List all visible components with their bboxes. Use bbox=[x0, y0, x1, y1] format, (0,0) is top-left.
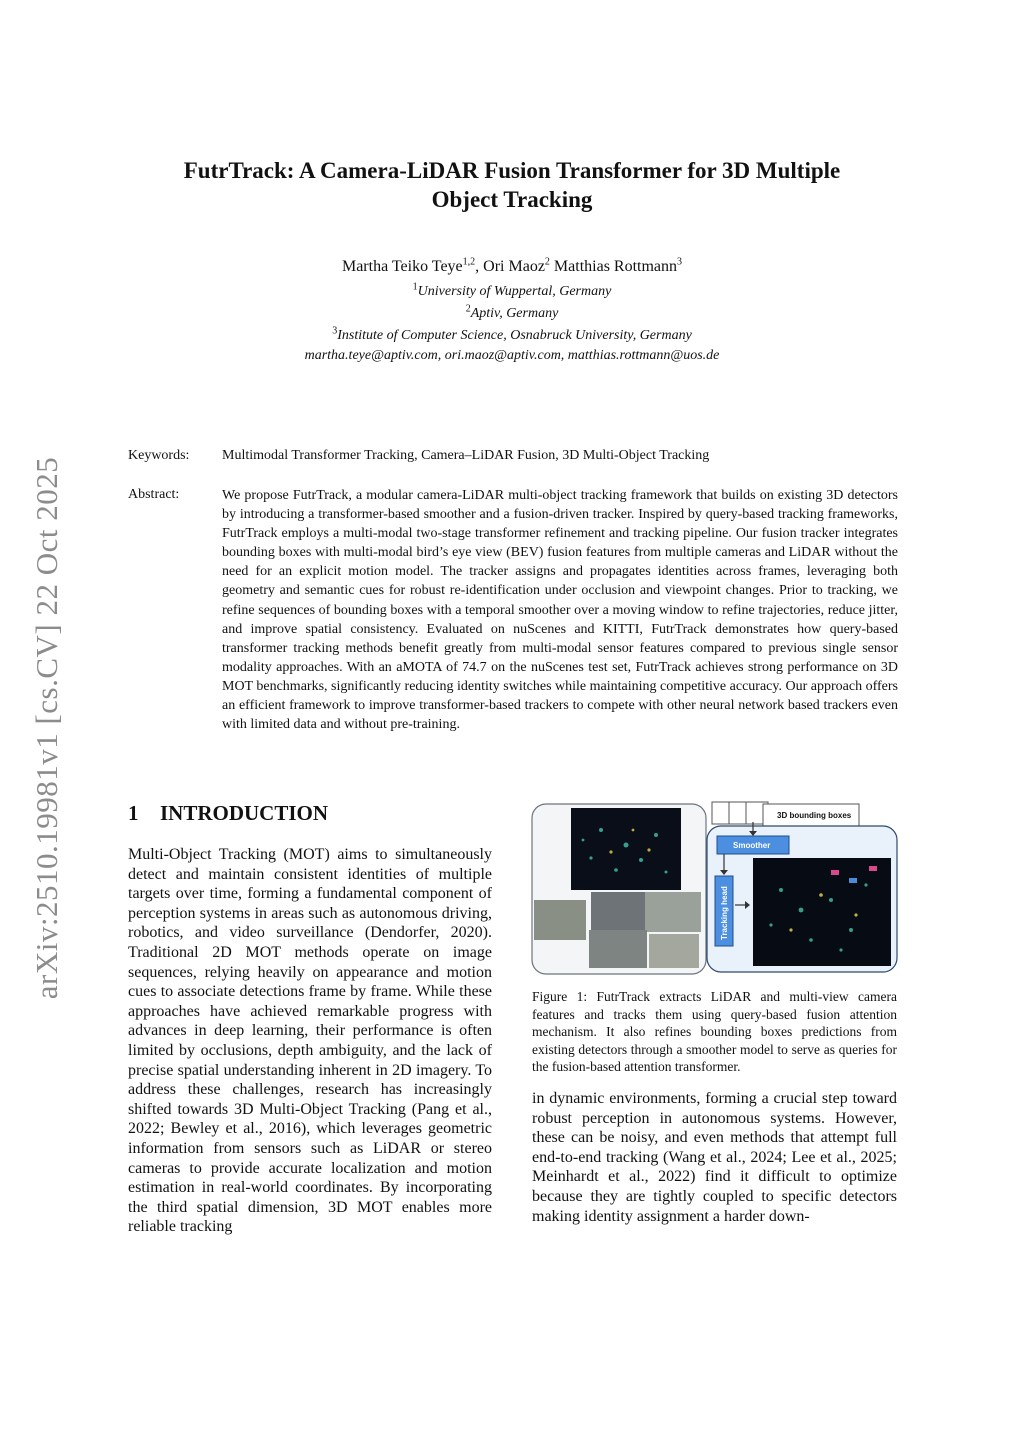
tracked-box-1 bbox=[831, 870, 839, 875]
abstract-label: Abstract: bbox=[128, 487, 180, 502]
keywords-text: Multimodal Transformer Tracking, Camera–LiDAR Fusion, 3D Multi-Object Tracking bbox=[222, 448, 710, 463]
tracked-box-2 bbox=[849, 878, 857, 883]
section-heading bbox=[128, 800, 328, 826]
affiliation-1: $^1$University of Wuppertal, Germany bbox=[412, 281, 612, 299]
intro-right-column: in dynamic environments, forming a crucial step toward robust perception in autonomous systems. However, these can be noisy, and even methods that attempt full end-to-end tracking (Wang et al., 2024; Lee et al., 2025; Meinhardt et al., 2022) find it difficult to optimize because they are tightly coupled to specific detectors making identity assignment a harder down- bbox=[532, 1090, 897, 1225]
label-smoother: Smoother bbox=[733, 841, 771, 850]
title-line-2: Object Tracking bbox=[431, 187, 593, 212]
keywords-label: Keywords: bbox=[128, 448, 190, 463]
title-line-1: FutrTrack: A Camera-LiDAR Fusion Transformer for 3D Multiple bbox=[183, 158, 841, 183]
arxiv-identifier: arXiv:2510.19981v1 [cs.CV] 22 Oct 2025 bbox=[29, 456, 64, 1000]
author-3: Matthias Rottmann$^3$ bbox=[553, 256, 683, 275]
author-1: Martha Teiko Teye$^{1,2}$, bbox=[341, 256, 484, 275]
camera-view-4 bbox=[589, 930, 647, 968]
label-3d-bounding-boxes: 3D bounding boxes bbox=[777, 811, 852, 820]
camera-view-1 bbox=[534, 900, 586, 940]
abstract-text: We propose FutrTrack, a modular camera-LiDAR multi-object tracking framework that builds on existing 3D detectors by introducing a transformer-based smoother and a fusion-driven tracker. Inspired by query-based tracking frameworks, FutrTrack employs a multi-modal two-stage transformer refinement and tracking pipeline. Our fusion tracker integrates bounding boxes with multi-modal bird’s eye view (BEV) fusion features from multiple cameras and LiDAR without the need for an explicit motion model. The tracker assigns and propagates identities across frames, leveraging both geometry and semantic cues for robust re-identification under occlusion and viewpoint changes. Prior to tracking, we refine sequences of bounding boxes with a temporal smoother over a moving window to refine trajectories, reduce jitter, and improve spatial consistency. Evaluated on nuScenes and KITTI, FutrTrack demonstrates how query-based transformer tracking methods benefit greatly from multi-modal sensor features compared to previous single sensor modality approaches. With an aMOTA of 74.7 on the nuScenes test set, FutrTrack achieves strong performance on 3D MOT benchmarks, significantly reducing identity switches while maintaining competitive accuracy. Our approach offers an efficient framework to improve transformer-based trackers to compete with other neural network based trackers even with limited data and without pre-training. bbox=[222, 488, 898, 733]
paper-title bbox=[120, 156, 904, 214]
tracking-output-image bbox=[753, 858, 891, 966]
label-tracking-head: Tracking head bbox=[720, 886, 729, 940]
author-emails: martha.teye@aptiv.com, ori.maoz@aptiv.com, matthias.rottmann@uos.de bbox=[304, 348, 720, 363]
camera-view-3 bbox=[645, 892, 701, 932]
author-list bbox=[120, 257, 904, 277]
author-2: Ori Maoz$^2$ bbox=[483, 256, 550, 275]
intro-left-column: Multi-Object Tracking (MOT) aims to simultaneously detect and maintain consistent identities of multiple targets over time, forming a fundamental component of perception systems in areas such as autonomous driving, robotics, and video surveillance (Dendorfer, 2020). Traditional 2D MOT methods operate on image sequences, relying heavily on appearance and motion cues to associate detections frame by frame. While these approaches have achieved remarkable progress with advances in deep learning, their performance is often limited by occlusions, depth ambiguity, and the lack of precise spatial understanding inherent in 2D imagery. To address these challenges, research has increasingly shifted towards 3D Multi-Object Tracking (Pang et al., 2022; Bewley et al., 2016), which leverages geometric information from sensors such as LiDAR or stereo cameras to provide accurate localization and motion estimation in real-world coordinates. By incorporating the third spatial dimension, 3D MOT enables more reliable tracking bbox=[128, 846, 492, 1236]
lidar-bev-image bbox=[571, 808, 681, 890]
camera-view-2 bbox=[591, 892, 645, 930]
figure-1-diagram bbox=[531, 800, 899, 980]
tracked-box-3 bbox=[869, 866, 877, 871]
figure-1 bbox=[531, 800, 899, 980]
affiliation-2: $^2$Aptiv, Germany bbox=[465, 303, 559, 321]
camera-view-5 bbox=[649, 934, 699, 968]
affiliation-3: $^3$Institute of Computer Science, Osnabruck University, Germany bbox=[332, 325, 692, 343]
section-title: INTRODUCTION bbox=[160, 801, 329, 825]
section-number: 1 bbox=[128, 801, 139, 825]
figure-1-caption: Figure 1: FutrTrack extracts LiDAR and multi-view camera features and tracks them using query-based fusion attention mechanism. It also refines bounding boxes predictions from existing detectors through a smoother model to serve as queries for the fusion-based attention transformer. bbox=[532, 989, 897, 1074]
